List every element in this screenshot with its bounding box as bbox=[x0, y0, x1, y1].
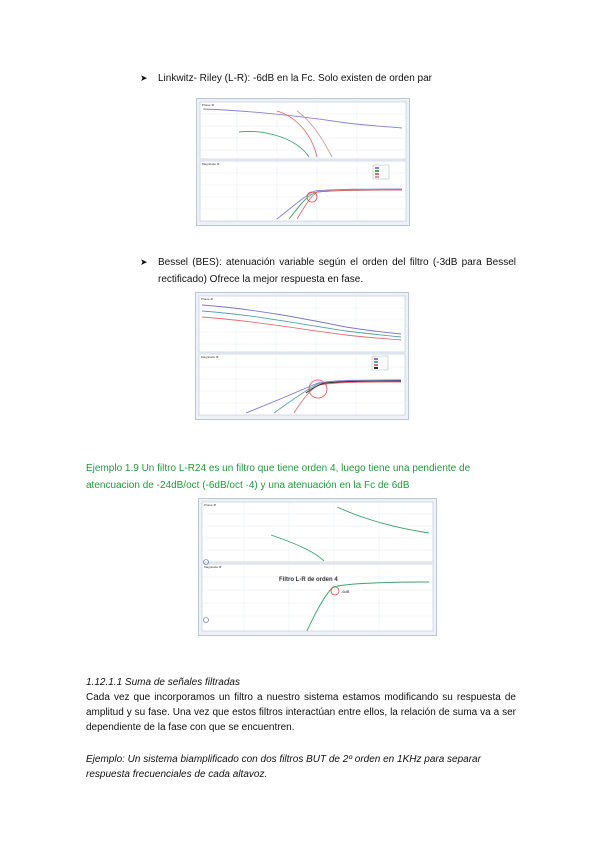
magnitude-panel bbox=[202, 564, 433, 631]
bullet-text: Bessel (BES): atenuación variable según el orden del filtro (-3dB para Bessel rectificado) Ofrece la mejor respuesta en fase. bbox=[158, 257, 516, 285]
minus-6db-label: -6dB bbox=[341, 589, 350, 594]
example-note: Ejemplo: Un sistema biamplificado con dos filtros BUT de 2º orden en 1KHz para separar respuesta frecuenciales de cada altavoz. bbox=[86, 754, 481, 780]
figure-3-svg bbox=[199, 499, 436, 635]
phase-panel-title: Phase ⚙ bbox=[202, 103, 215, 107]
filter-response-figure-3 bbox=[198, 498, 437, 636]
arrow-bullet-icon: ➤ bbox=[140, 73, 148, 83]
filter-response-figure-2 bbox=[195, 292, 409, 420]
phase-panel bbox=[202, 502, 433, 562]
arrow-bullet-icon: ➤ bbox=[140, 257, 148, 267]
figure-1-svg bbox=[197, 99, 409, 225]
magnitude-panel-title: Magnitude ⚙ bbox=[204, 565, 222, 569]
magnitude-panel-title: Magnitude ⚙ bbox=[202, 162, 220, 166]
filter-response-figure-1 bbox=[196, 98, 410, 226]
section-paragraph: Cada vez que incorporamos un filtro a nuestro sistema estamos modificando su respuesta de amplitud y su fase. Una vez que estos filtros interactúan entre ellos, la relación de suma va a ser dependiente de la fase con que se encuentren. bbox=[86, 692, 516, 733]
magnitude-panel-title: Magnitude ⚙ bbox=[201, 355, 219, 359]
example-1-9-text: Ejemplo 1.9 Un filtro L-R24 es un filtro que tiene orden 4, luego tiene una pendiente de atencuacion de -24dB/oct (-6dB/oct ·4) y una atenuación en la Fc de 6dB bbox=[86, 463, 471, 491]
phase-panel-title: Phase ⚙ bbox=[204, 503, 217, 507]
phase-panel-title: Phase ⚙ bbox=[201, 297, 214, 301]
section-heading: 1.12.1.1 Suma de señales filtradas bbox=[86, 677, 240, 688]
figure-2-svg bbox=[196, 293, 408, 419]
bullet-text: Linkwitz- Riley (L-R): -6dB en la Fc. Solo existen de orden par bbox=[158, 73, 433, 84]
filter-annotation: Filtro L-R de orden 4 bbox=[279, 577, 338, 583]
